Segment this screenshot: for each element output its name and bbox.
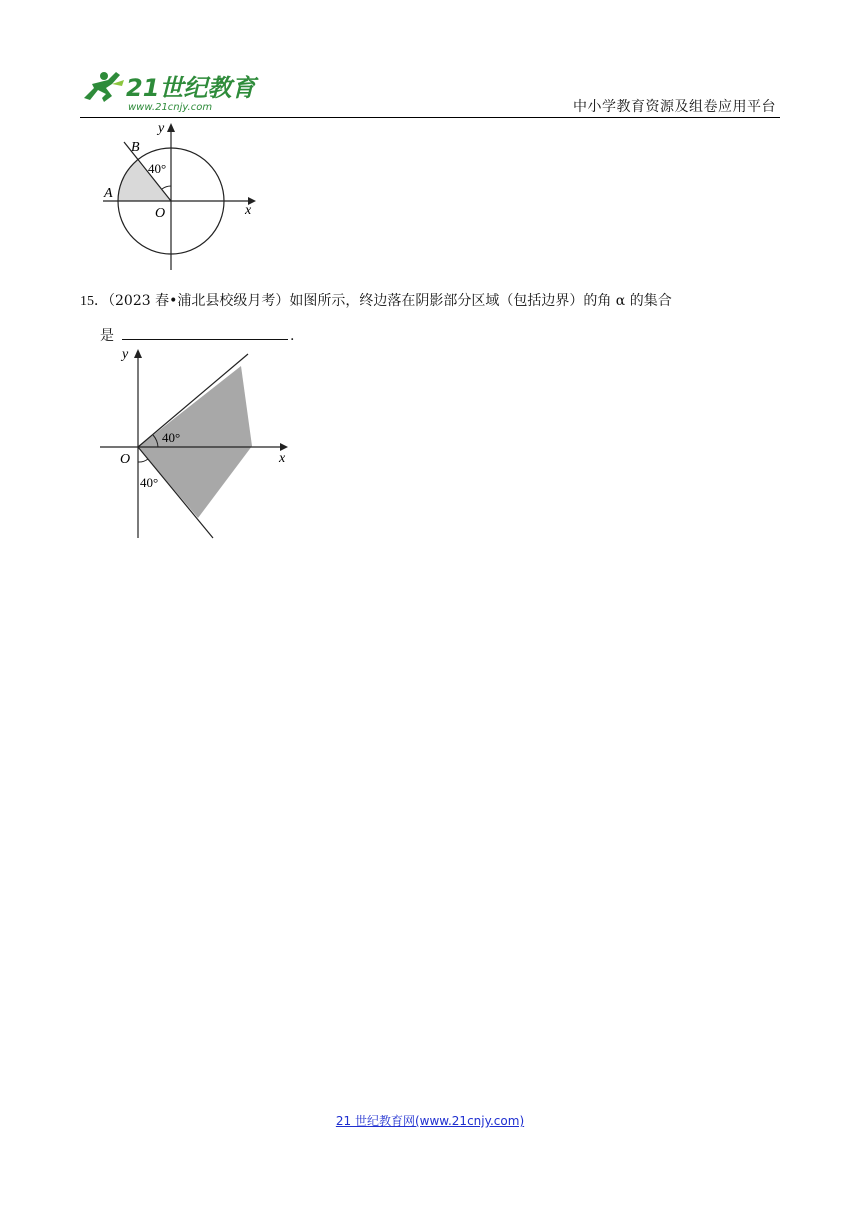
header-divider [80, 117, 780, 118]
question-source: （2023 春•浦北县校级月考） [108, 293, 290, 309]
angle-arc [162, 186, 171, 189]
figure-unit-circle [98, 120, 268, 272]
answer-blank[interactable] [122, 325, 288, 340]
shaded-region [138, 366, 252, 518]
question-15-line1: 15．（2023 春•浦北县校级月考）如图所示，终边落在阴影部分区域（包括边界）的角 α 的集合 [80, 293, 672, 309]
question-number: 15 [80, 294, 94, 309]
page-header [0, 0, 860, 120]
figure-shaded-region [98, 344, 298, 540]
point-b-label: B [131, 140, 140, 155]
x-label: x [245, 203, 252, 218]
angle-label-upper: 40° [162, 430, 181, 445]
footer-link[interactable]: 21 世纪教育网(www.21cnjy.com) [335, 1114, 525, 1128]
question-text-prefix: 是 [100, 328, 114, 344]
x-label: x [279, 451, 286, 466]
origin-label: O [120, 452, 131, 467]
y-label: y [122, 347, 129, 362]
question-text: 如图所示，终边落在阴影部分区域（包括边界）的角 α 的集合 [289, 293, 672, 309]
y-axis-arrow [134, 349, 142, 358]
logo-url: www.21cnjy.com [128, 102, 213, 113]
logo-title: 21世纪教育 [126, 74, 256, 102]
angle-arc-lower [138, 459, 148, 462]
question-15 [80, 284, 780, 353]
runner-icon [84, 72, 124, 102]
origin-label: O [155, 206, 166, 221]
page-footer [0, 1112, 860, 1129]
x-axis-arrow [280, 443, 288, 451]
logo [78, 66, 268, 116]
angle-label-lower: 40° [140, 475, 159, 490]
platform-title: 中小学教育资源及组卷应用平台 [573, 99, 776, 115]
y-label: y [158, 121, 165, 136]
angle-label: 40° [148, 161, 167, 176]
y-axis-arrow [167, 123, 175, 132]
question-text-suffix: . [290, 328, 295, 344]
point-a-label: A [104, 186, 113, 201]
